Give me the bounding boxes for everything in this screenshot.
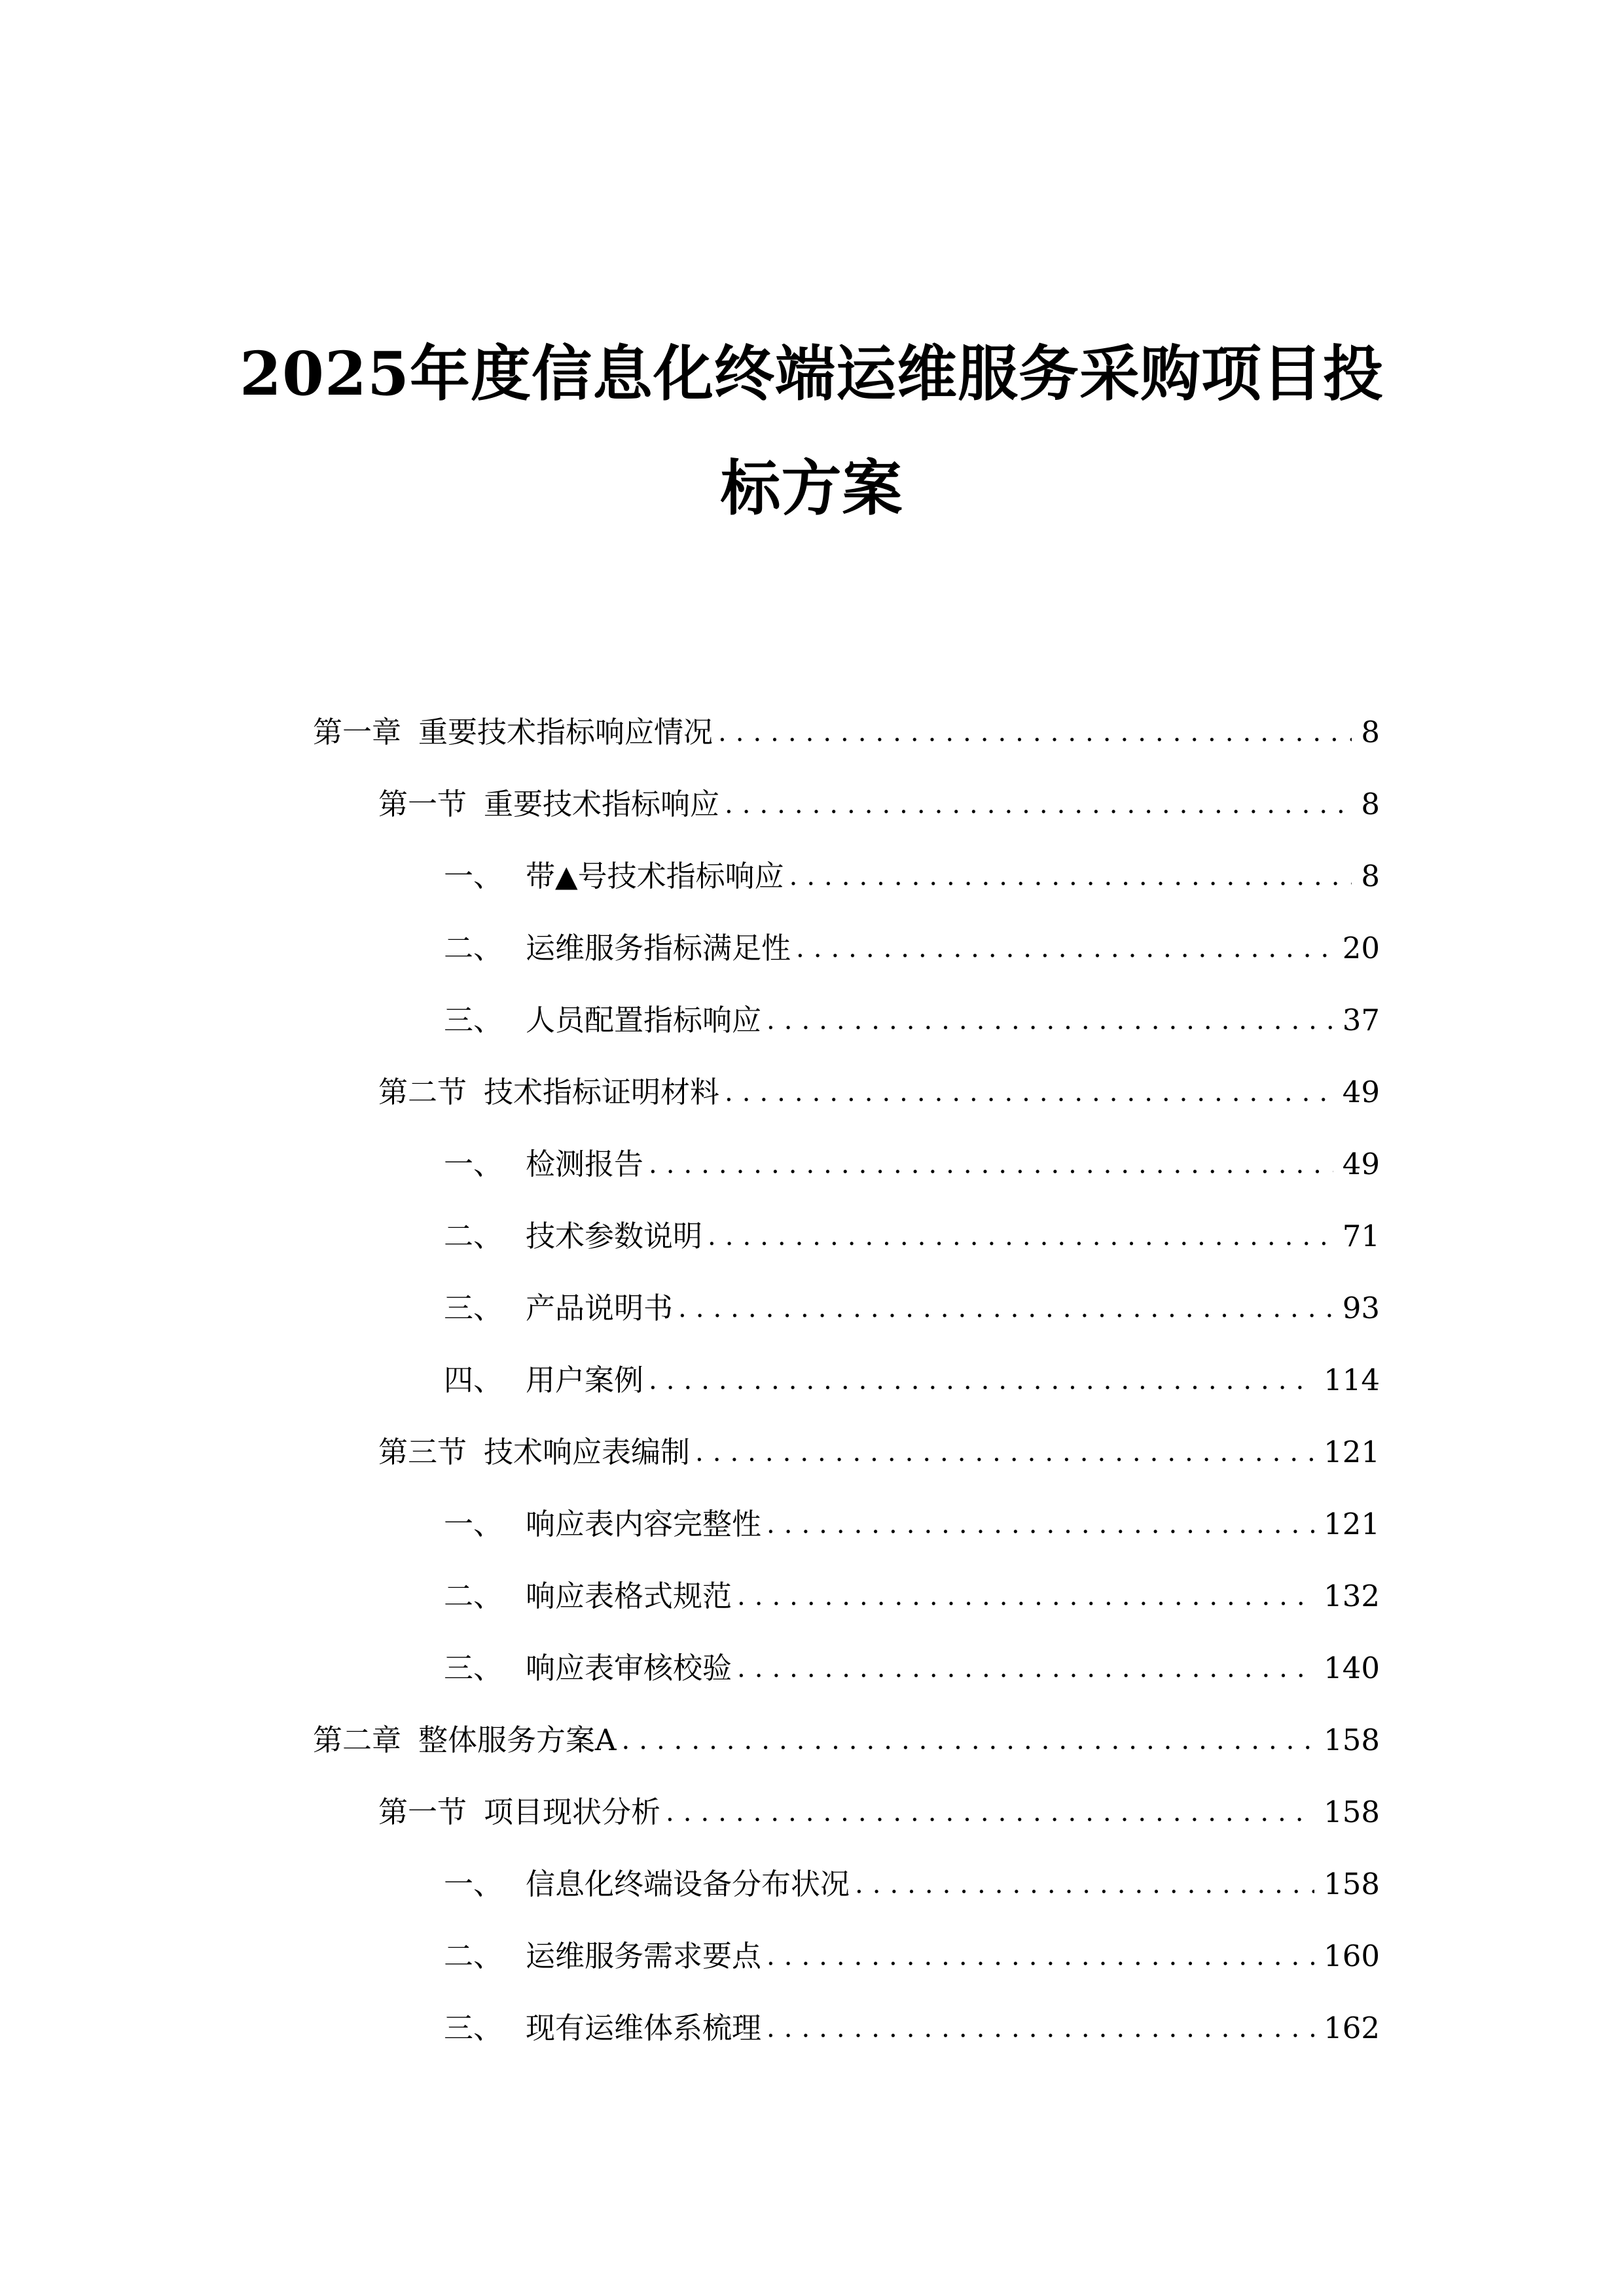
table-of-contents (313, 696, 1380, 2064)
toc-entry-title: 响应表审核校验 (526, 1651, 732, 1685)
toc-dot-leader (796, 930, 1333, 967)
toc-dot-leader (855, 1866, 1314, 1903)
document-title-line-2: 标方案 (720, 453, 903, 524)
toc-entry-page-number: 8 (1361, 859, 1380, 893)
toc-entry-number: 一、 (444, 1147, 503, 1181)
toc-entry[interactable] (313, 1920, 1380, 1992)
toc-entry[interactable] (313, 1200, 1380, 1272)
toc-entry[interactable] (313, 696, 1380, 768)
toc-entry-title: 运维服务指标满足性 (526, 931, 791, 965)
toc-entry-title: 检测报告 (526, 1147, 644, 1181)
toc-entry-page-number: 121 (1324, 1435, 1380, 1469)
toc-dot-leader (767, 2010, 1314, 2047)
toc-entry-title: 响应表内容完整性 (526, 1507, 762, 1541)
toc-entry-page-number: 160 (1324, 1939, 1380, 1973)
toc-entry-page-number: 8 (1361, 715, 1380, 749)
toc-dot-leader (737, 1578, 1314, 1615)
toc-entry-number: 二、 (444, 1579, 503, 1613)
toc-entry-number: 三、 (444, 1291, 503, 1325)
toc-entry-page-number: 8 (1361, 787, 1380, 821)
toc-entry-page-number: 20 (1342, 931, 1380, 965)
toc-entry[interactable] (313, 912, 1380, 984)
toc-entry-title: 信息化终端设备分布状况 (526, 1867, 850, 1901)
toc-entry-number: 第三节 (378, 1435, 467, 1469)
toc-entry-title: 响应表格式规范 (526, 1579, 732, 1613)
toc-entry-page-number: 132 (1324, 1579, 1380, 1613)
toc-entry[interactable] (313, 1560, 1380, 1632)
toc-dot-leader (737, 1650, 1314, 1687)
toc-entry-page-number: 158 (1324, 1867, 1380, 1901)
toc-dot-leader (718, 714, 1352, 751)
toc-entry-number: 二、 (444, 931, 503, 965)
toc-entry[interactable] (313, 984, 1380, 1056)
toc-entry-page-number: 37 (1342, 1003, 1380, 1037)
toc-entry-page-number: 140 (1324, 1651, 1380, 1685)
toc-entry[interactable] (313, 1992, 1380, 2064)
toc-entry-number: 第二章 (313, 1723, 402, 1757)
toc-entry-number: 第一章 (313, 715, 402, 749)
toc-entry-number: 三、 (444, 1651, 503, 1685)
toc-dot-leader (767, 1506, 1314, 1543)
toc-entry-number: 二、 (444, 1219, 503, 1253)
toc-entry[interactable] (313, 1344, 1380, 1416)
toc-entry-title: 技术响应表编制 (484, 1435, 691, 1469)
toc-dot-leader (622, 1722, 1315, 1759)
toc-dot-leader (725, 786, 1352, 823)
toc-entry-title: 带▲号技术指标响应 (526, 859, 784, 893)
toc-entry-page-number: 162 (1324, 2011, 1380, 2045)
toc-entry-page-number: 114 (1324, 1363, 1380, 1397)
toc-entry[interactable] (313, 1848, 1380, 1920)
toc-entry-title: 重要技术指标响应情况 (418, 715, 713, 749)
toc-entry-title: 整体服务方案A (418, 1723, 617, 1757)
toc-entry[interactable] (313, 1128, 1380, 1200)
toc-dot-leader (695, 1434, 1314, 1471)
toc-entry[interactable] (313, 1776, 1380, 1848)
toc-entry[interactable] (313, 840, 1380, 912)
toc-entry-number: 第一节 (378, 1795, 467, 1829)
toc-entry-title: 重要技术指标响应 (484, 787, 720, 821)
toc-dot-leader (767, 1002, 1333, 1039)
toc-dot-leader (666, 1794, 1314, 1831)
toc-entry-number: 第二节 (378, 1075, 467, 1109)
toc-dot-leader (678, 1290, 1333, 1327)
toc-entry-number: 第一节 (378, 787, 467, 821)
toc-entry[interactable] (313, 1704, 1380, 1776)
toc-entry-title: 技术参数说明 (526, 1219, 703, 1253)
toc-entry-page-number: 158 (1324, 1723, 1380, 1757)
toc-entry-page-number: 71 (1342, 1219, 1380, 1253)
toc-entry[interactable] (313, 1632, 1380, 1704)
toc-entry-title: 现有运维体系梳理 (526, 2011, 762, 2045)
toc-entry-page-number: 93 (1342, 1291, 1380, 1325)
toc-entry[interactable] (313, 1272, 1380, 1344)
toc-dot-leader (767, 1938, 1314, 1975)
toc-entry[interactable] (313, 1416, 1380, 1488)
document-title-line-1: 2025年度信息化终端运维服务采购项目投 (239, 338, 1384, 409)
toc-entry[interactable] (313, 1488, 1380, 1560)
toc-dot-leader (725, 1074, 1333, 1111)
toc-dot-leader (789, 858, 1352, 895)
toc-entry-page-number: 49 (1342, 1075, 1380, 1109)
toc-entry-page-number: 158 (1324, 1795, 1380, 1829)
toc-entry-title: 用户案例 (526, 1363, 644, 1397)
toc-entry-title: 产品说明书 (526, 1291, 674, 1325)
toc-entry-page-number: 121 (1324, 1507, 1380, 1541)
toc-entry-number: 一、 (444, 1507, 503, 1541)
toc-entry-title: 人员配置指标响应 (526, 1003, 762, 1037)
toc-entry-title: 项目现状分析 (484, 1795, 661, 1829)
toc-entry-number: 二、 (444, 1939, 503, 1973)
toc-dot-leader (649, 1146, 1333, 1183)
toc-entry-number: 三、 (444, 1003, 503, 1037)
toc-entry-title: 技术指标证明材料 (484, 1075, 720, 1109)
toc-dot-leader (649, 1362, 1314, 1399)
toc-entry-title: 运维服务需求要点 (526, 1939, 762, 1973)
toc-entry[interactable] (313, 1056, 1380, 1128)
toc-entry-number: 一、 (444, 1867, 503, 1901)
toc-entry-number: 三、 (444, 2011, 503, 2045)
toc-entry-page-number: 49 (1342, 1147, 1380, 1181)
toc-entry-number: 四、 (444, 1363, 503, 1397)
toc-entry[interactable] (313, 768, 1380, 840)
toc-entry-number: 一、 (444, 859, 503, 893)
toc-dot-leader (708, 1218, 1333, 1255)
